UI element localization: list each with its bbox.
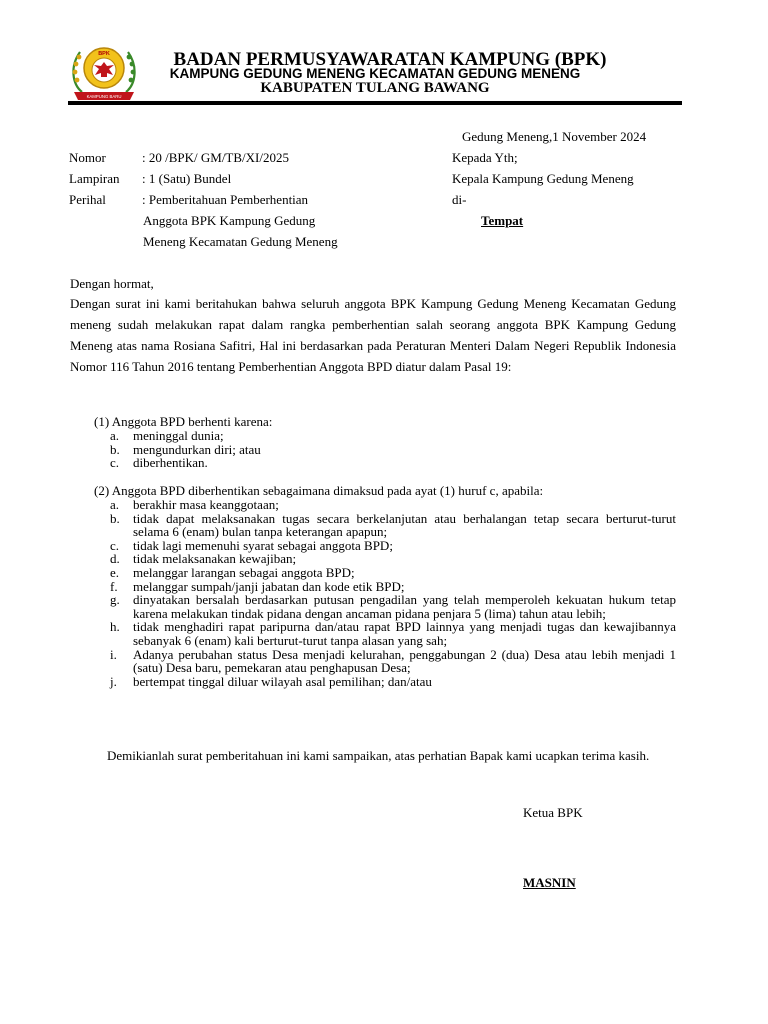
list-item-marker: a. <box>110 428 120 443</box>
signature-title: Ketua BPK <box>523 805 583 820</box>
list-item <box>110 593 676 620</box>
list-item-text: melanggar larangan sebagai anggota BPD; <box>133 564 355 580</box>
perihal-line: : Pemberitahuan Pemberhentian <box>142 192 309 207</box>
closing-paragraph: Demikianlah surat pemberitahuan ini kami sampaikan, atas perhatian Bapak kami ucapkan terima kasih. <box>107 748 650 763</box>
list-item <box>110 580 676 594</box>
list-item-text: tidak menghadiri rapat paripurna dan/atau rapat BPD lainnya yang menjadi tugas dan kewajibannya sebanyak 6 (enam) kali berturut-turut tanpa alasan yang sah; <box>133 619 676 648</box>
bpk-emblem-logo <box>68 40 140 104</box>
lampiran-label: Lampiran <box>69 171 120 186</box>
list-item-text: mengundurkan diri; atau <box>133 441 261 457</box>
intro-paragraph: Dengan surat ini kami beritahukan bahwa seluruh anggota BPK Kampung Gedung Meneng Kecamatan Gedung meneng sudah melakukan rapat dalam rangka pemberhentian salah seorang anggota BPK Kampung Gedung Meneng atas nama Rosiana Safitri, Hal ini berdasarkan pada Peraturan Menteri Dalam Negeri Republik Indonesia Nomor 116 Tahun 2016 tentang Pemberhentian Anggota BPD diatur dalam Pasal 19: <box>70 296 676 374</box>
section-2-list <box>110 498 676 688</box>
list-item-text: tidak lagi memenuhi syarat sebagai anggota BPD; <box>133 537 393 553</box>
list-item-text: meninggal dunia; <box>133 428 224 443</box>
letterhead-subtitle: KAMPUNG GEDUNG MENENG KECAMATAN GEDUNG MENENG <box>169 66 581 81</box>
list-item <box>110 566 676 580</box>
list-item-marker: b. <box>110 510 120 526</box>
list-item-marker: g. <box>110 592 120 608</box>
list-item-marker: j. <box>110 673 117 689</box>
section-1-list <box>110 429 676 470</box>
list-item-marker: c. <box>110 537 120 553</box>
recipient-name: Kepala Kampung Gedung Meneng <box>452 171 634 186</box>
list-item <box>110 648 676 675</box>
list-item-text: tidak dapat melaksanakan tugas secara berkelanjutan atau berhalangan tetap secara berturut-turut selama 6 (enam) bulan tanpa keterangan apapun; <box>133 510 676 540</box>
list-item <box>110 552 676 566</box>
place-date: Gedung Meneng,1 November 2024 <box>462 129 647 144</box>
list-item <box>110 498 676 512</box>
recipient-di: di- <box>452 192 467 207</box>
list-item <box>110 443 676 457</box>
list-item-text: melanggar sumpah/janji jabatan dan kode etik BPD; <box>133 578 405 594</box>
list-item-text: tidak melaksanakan kewajiban; <box>133 551 297 567</box>
letterhead-regency: KABUPATEN TULANG BAWANG <box>260 80 490 96</box>
list-item <box>110 512 676 539</box>
list-item-marker: i. <box>110 646 117 662</box>
perihal-label: Perihal <box>69 192 106 207</box>
lampiran-value: : 1 (Satu) Bundel <box>142 171 232 186</box>
list-item <box>110 456 676 470</box>
logo-lettering-ribbon: KAMPUNG BARU <box>86 94 122 99</box>
section-2-heading: (2) Anggota BPD diberhentikan sebagaimana dimaksud pada ayat (1) huruf c, apabila: <box>94 483 544 498</box>
signature-name: MASNIN <box>523 875 576 890</box>
list-item-text: dinyatakan bersalah berdasarkan putusan pengadilan yang telah memperoleh kekuatan hukum tetap karena melakukan tindak pidana dengan ancaman pidana penjara 5 (lima) tahun atau lebih; <box>133 592 676 621</box>
logo-lettering-top: BPK <box>98 51 110 57</box>
nomor-label: Nomor <box>69 150 106 165</box>
greeting: Dengan hormat, <box>70 276 154 291</box>
recipient-place: Tempat <box>481 213 524 228</box>
list-item-marker: d. <box>110 551 120 567</box>
section-1-heading: (1) Anggota BPD berhenti karena: <box>94 414 273 429</box>
list-item <box>110 429 676 443</box>
list-item-marker: e. <box>110 564 120 580</box>
list-item <box>110 675 676 689</box>
list-item-marker: h. <box>110 619 120 635</box>
letterhead-title: BADAN PERMUSYAWARATAN KAMPUNG (BPK) <box>173 49 607 70</box>
list-item-text: bertempat tinggal diluar wilayah asal pemilihan; dan/atau <box>133 673 432 689</box>
list-item-text: Adanya perubahan status Desa menjadi kelurahan, penggabungan 2 (dua) Desa atau lebih menjadi 1 (satu) Desa baru, pemekaran atau penghapusan Desa; <box>133 646 676 676</box>
list-item <box>110 620 676 647</box>
perihal-line: Anggota BPK Kampung Gedung <box>143 213 316 228</box>
perihal-line: Meneng Kecamatan Gedung Meneng <box>143 234 338 249</box>
list-item-marker: f. <box>110 578 118 594</box>
nomor-value: : 20 /BPK/ GM/TB/XI/2025 <box>142 150 289 165</box>
list-item-marker: a. <box>110 497 120 512</box>
list-item-marker: c. <box>110 455 120 471</box>
list-item-text: diberhentikan. <box>133 455 208 471</box>
letterhead-divider <box>68 101 682 105</box>
list-item <box>110 539 676 553</box>
recipient-salutation: Kepada Yth; <box>452 150 518 165</box>
list-item-text: berakhir masa keanggotaan; <box>133 497 279 512</box>
list-item-marker: b. <box>110 441 120 457</box>
